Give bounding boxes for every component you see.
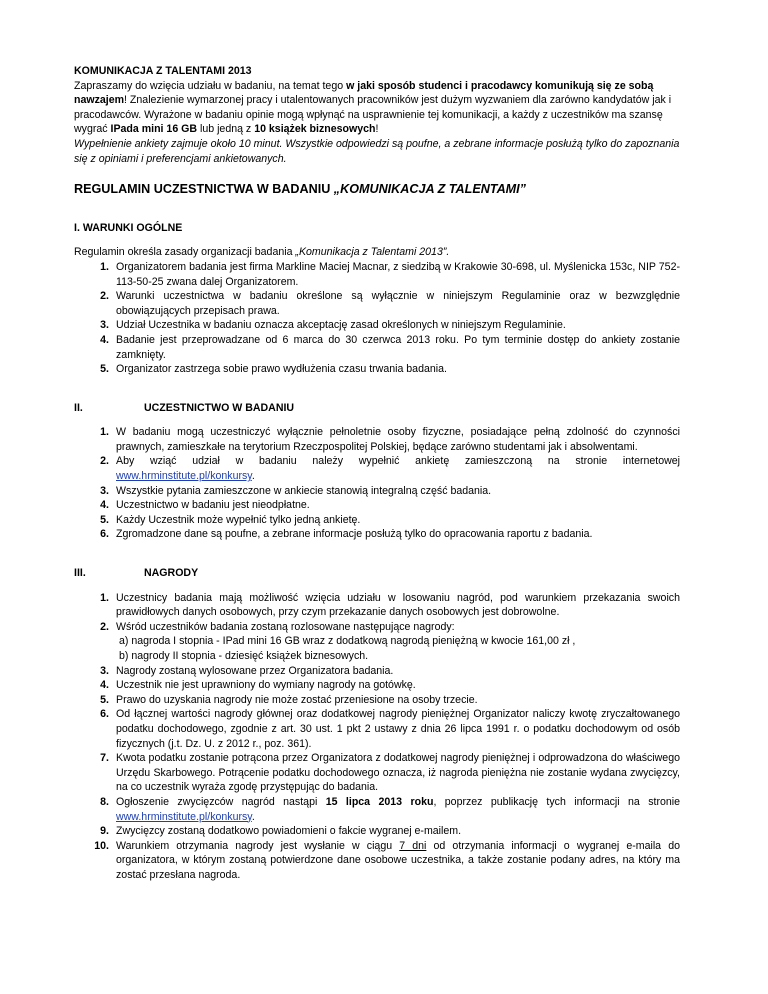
item-text	[116, 454, 680, 483]
list-item	[74, 425, 680, 454]
results-link[interactable]: www.hrminstitute.pl/konkursy	[116, 810, 252, 823]
item-text: Organizator zastrzega sobie prawo wydłużenia czasu trwania badania.	[116, 363, 447, 376]
section2-title: UCZESTNICTWO W BADANIU	[144, 401, 295, 414]
item-number: 1.	[100, 591, 109, 604]
prize-first-degree: a) nagroda I stopnia - IPad mini 16 GB wraz z dodatkową nagrodą pieniężną w kwocie 161,00 zł ,	[119, 635, 576, 648]
announcement-date: 15 lipca 2013 roku	[325, 795, 434, 808]
list-item	[74, 333, 680, 362]
item-number: 6.	[100, 528, 109, 541]
list-item	[74, 751, 680, 795]
item-text: Zwycięzcy zostaną dodatkowo powiadomieni o fakcie wygranej e-mailem.	[116, 825, 462, 838]
item-number: 6.	[100, 708, 109, 721]
item-text: W badaniu mogą uczestniczyć wyłącznie pełnoletnie osoby fizyczne, posiadające pełną zdolność do czynności prawnych, zamieszkałe na terytorium Rzeczpospolitej Polskiej, będące zarówno studentami jak i absolwentami.	[116, 426, 680, 453]
section1-heading: I. WARUNKI OGÓLNE	[74, 221, 183, 234]
title-plain: REGULAMIN UCZESTNICTWA W BADANIU	[74, 182, 334, 197]
item-number: 2.	[100, 620, 109, 633]
intro-text-3: lub jedną z	[197, 123, 255, 136]
item-number: 3.	[100, 664, 109, 677]
list-item	[74, 513, 680, 528]
section1-list	[74, 260, 680, 377]
intro-paragraph	[74, 79, 680, 137]
item-text: Uczestnicy badania mają możliwość wzięcia udziału w losowaniu nagród, pod warunkiem przekazania swoich prawidłowych danych osobowych, przy czym przekazanie danych osobowych jest dobrowolne.	[116, 591, 680, 619]
item-number: 4.	[100, 499, 109, 512]
item-number: 8.	[100, 795, 109, 808]
item-text	[116, 839, 680, 883]
item-number: 7.	[100, 752, 109, 765]
section2-number: II.	[74, 401, 83, 414]
item-number: 5.	[100, 693, 109, 706]
item-text: Warunki uczestnictwa w badaniu określone są wyłącznie w niniejszym Regulaminie oraz w bezwzględnie obowiązujących przepisach prawa.	[116, 290, 680, 317]
regulations-title	[74, 182, 680, 197]
item-text: Udział Uczestnika w badaniu oznacza akceptację zasad określonych w niniejszym Regulaminie.	[116, 319, 566, 332]
section3-number: III.	[74, 567, 86, 580]
item-text: Prawo do uzyskania nagrody nie może zostać przeniesione na osoby trzecie.	[116, 693, 478, 706]
item-text	[116, 795, 680, 824]
list-item	[74, 664, 680, 679]
item-number: 1.	[100, 426, 109, 439]
item-number: 9.	[100, 825, 109, 838]
intro-text-2: ! Znalezienie wymarzonej pracy i utalentowanych pracowników jest dużym wyzwaniem dla zarówno kandydatów jak i pracodawców. Wyrażone w badaniu opinie mogą wpłynąć na usprawnienie tej komunikacji, a każdy z uczestników ma szansę wygrać	[74, 94, 672, 136]
item-text: Każdy Uczestnik może wypełnić tylko jedną ankietę.	[116, 513, 361, 526]
prize-second-degree: b) nagrody II stopnia - dziesięć książek biznesowych.	[119, 650, 369, 662]
section1-lead	[74, 245, 680, 260]
deadline-days: 7 dni	[399, 839, 427, 852]
section2-list	[74, 425, 680, 542]
list-item	[74, 289, 680, 318]
item-text-part: Warunkiem otrzymania nagrody jest wysłanie w ciągu	[116, 839, 400, 852]
intro-text-4: !	[375, 123, 379, 136]
item-text: Zgromadzone dane są poufne, a zebrane informacje posłużą tylko do opracowania raportu z badania.	[116, 528, 593, 541]
item-text-part: .	[251, 470, 255, 483]
list-item	[74, 260, 680, 289]
list-item	[74, 693, 680, 708]
list-item	[74, 839, 680, 883]
item-number: 1.	[100, 260, 109, 273]
item-text	[116, 620, 680, 664]
list-item	[74, 484, 680, 499]
survey-link[interactable]: www.hrminstitute.pl/konkursy	[116, 470, 252, 483]
list-item	[74, 678, 680, 693]
item-text: Badanie jest przeprowadzane od 6 marca do 30 czerwca 2013 roku. Po tym terminie dostęp do ankiety zostanie zamknięty.	[116, 333, 680, 361]
item-number: 2.	[100, 455, 109, 468]
intro-bold-1: w jaki sposób studenci i pracodawcy komunikują się ze sobą nawzajem	[74, 79, 654, 107]
list-item	[74, 454, 680, 483]
item-text: Od łącznej wartości nagrody głównej oraz dodatkowej nagrody pieniężnej Organizator naliczy kwotę zryczałtowanego podatku dochodowego, zgodnie z art. 30 ust. 1 pkt 2 ustawy z dnia 26 lipca 1991 r. o podatku dochodowym od osób fizycznych (j.t. Dz. U. z 2012 r., poz. 361).	[116, 708, 680, 750]
list-item	[74, 527, 680, 542]
title-italic: „KOMUNIKACJA Z TALENTAMI”	[333, 182, 526, 197]
item-text-part: .	[251, 810, 255, 823]
item-text-part: Wśród uczestników badania zostaną rozlosowane następujące nagrody:	[116, 620, 455, 633]
item-number: 5.	[100, 363, 109, 376]
item-number: 4.	[100, 679, 109, 692]
item-number: 10.	[94, 839, 109, 852]
section3-heading	[74, 566, 680, 581]
item-text: Wszystkie pytania zamieszczone w ankiecie stanowią integralną część badania.	[116, 484, 492, 497]
item-text-part: , poprzez publikację tych informacji na stronie	[433, 795, 681, 808]
intro-note: Wypełnienie ankiety zajmuje około 10 minut. Wszystkie odpowiedzi są poufne, a zebrane informacje posłużą tylko do zapoznania się z opiniami i preferencjami ankietowanych.	[74, 137, 680, 165]
intro-text-1: Zapraszamy do wzięcia udziału w badaniu, na temat tego	[74, 79, 347, 92]
item-text-part: Ogłoszenie zwycięzców nagród nastąpi	[116, 795, 326, 808]
list-item	[74, 620, 680, 664]
item-text-part: Aby wziąć udział w badaniu należy wypełnić ankietę zamieszczoną na stronie internetowej	[116, 455, 680, 468]
section2-heading	[74, 401, 680, 416]
list-item	[74, 824, 680, 839]
intro-heading: KOMUNIKACJA Z TALENTAMI 2013	[74, 65, 252, 77]
item-text-part: od otrzymania informacji o wygranej e-maila do organizatora, w którym zostaną potwierdzone dane osobowe uczestnika, a także zostanie podany adres, na który ma zostać przesłana nagroda.	[116, 839, 680, 881]
intro-bold-books: 10 książek biznesowych	[254, 123, 376, 136]
item-text: Uczestnik nie jest uprawniony do wymiany nagrody na gotówkę.	[116, 679, 416, 692]
item-text: Kwota podatku zostanie potrącona przez Organizatora z dodatkowej nagrody pieniężnej i odprowadzona do właściwego Urzędu Skarbowego. Potrącenie podatku dochodowego oznacza, iż nagroda pieniężna nie zostanie wydana zwycięzcy, na co uczestnik wyraża zgodę przystępując do badania.	[116, 752, 680, 794]
item-number: 3.	[100, 319, 109, 332]
section3-list	[74, 591, 680, 883]
list-item	[74, 318, 680, 333]
item-number: 5.	[100, 513, 109, 526]
list-item	[74, 498, 680, 513]
list-item	[74, 591, 680, 620]
item-number: 2.	[100, 290, 109, 303]
intro-bold-prize: IPada mini 16 GB	[110, 123, 198, 136]
section1-lead-italic: „Komunikacja z Talentami 2013”.	[295, 246, 450, 259]
list-item	[74, 707, 680, 751]
item-text: Nagrody zostaną wylosowane przez Organizatora badania.	[116, 664, 394, 677]
section3-title: NAGRODY	[144, 567, 199, 580]
list-item	[74, 362, 680, 377]
item-text: Uczestnictwo w badaniu jest nieodpłatne.	[116, 499, 310, 512]
item-text: Organizatorem badania jest firma Markline Maciej Macnar, z siedzibą w Krakowie 30-698, ul. Myślenicka 153c, NIP 752-113-50-25 zwana dalej Organizatorem.	[116, 260, 680, 288]
section1-lead-plain: Regulamin określa zasady organizacji badania	[74, 246, 296, 259]
item-number: 4.	[100, 333, 109, 346]
item-number: 3.	[100, 484, 109, 497]
list-item	[74, 795, 680, 824]
